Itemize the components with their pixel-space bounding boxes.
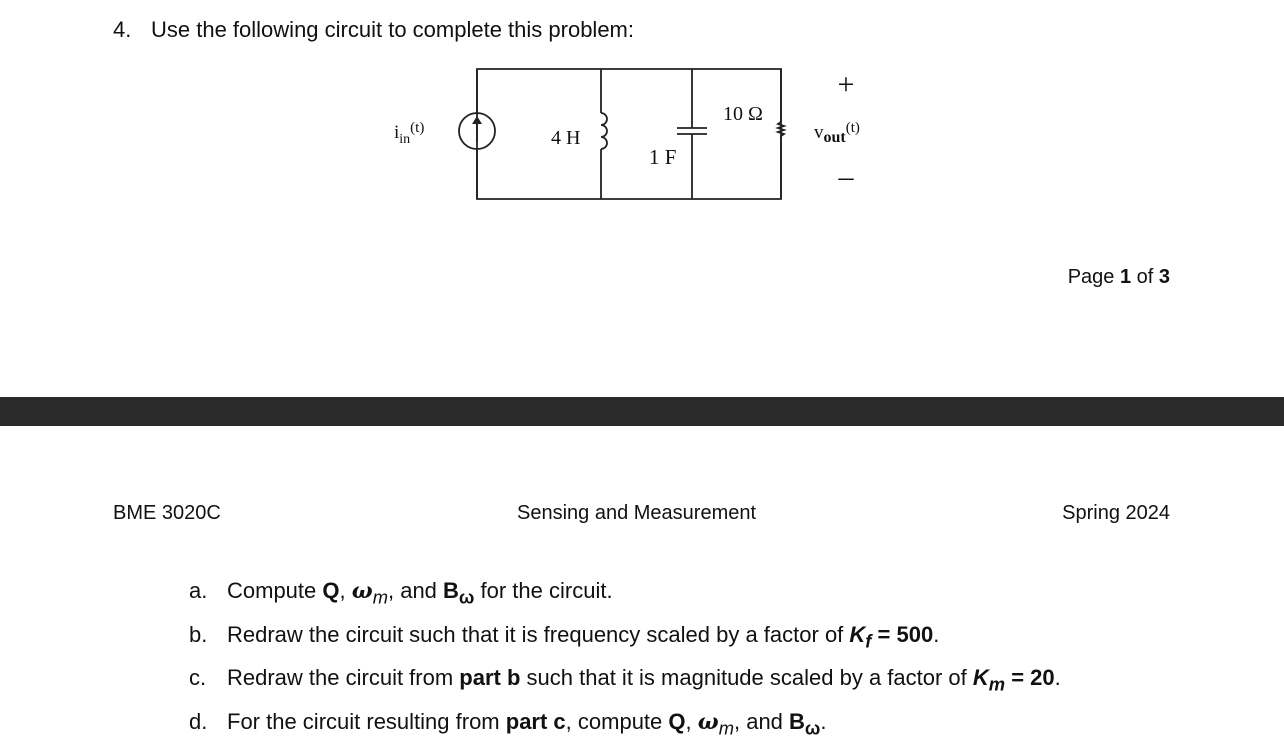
source-label: $i_{in}^{(t)}$	[394, 120, 425, 147]
page-indicator: Page 1 of 3	[1067, 266, 1170, 288]
resistor-label: 10 Ω	[723, 103, 763, 125]
course-code: BME 3020C	[113, 502, 221, 524]
question-line	[113, 17, 634, 43]
source-arrow-head	[472, 116, 482, 124]
output-plus-sign: +	[837, 68, 855, 101]
circuit-diagram	[380, 58, 900, 208]
question-text: Use the following circuit to complete this problem:	[151, 17, 634, 42]
list-item: b. Redraw the circuit such that it is frequency scaled by a factor of $K_f = 500$.	[189, 621, 940, 651]
total-pages: 3	[1158, 266, 1170, 288]
page-break-band	[0, 397, 1284, 426]
list-item: c. Redraw the circuit from part b such that it is magnitude scaled by a factor of $K_m = 20$.	[189, 665, 1061, 695]
output-minus-sign: –	[838, 160, 854, 193]
output-label: $v_{out}^{(t)}$	[814, 120, 860, 146]
list-item: a. Compute Q, $\omega_m$, and $B_\omega$ for the circuit.	[189, 578, 613, 608]
inductor-label: 4 H	[551, 127, 581, 149]
list-item: d. For the circuit resulting from part c, compute Q, $\omega_m$, and $B_\omega$.	[189, 708, 827, 738]
resistor-zigzag-icon	[778, 122, 784, 136]
inductor-coil-icon	[601, 113, 607, 149]
capacitor-label: 1 F	[649, 145, 677, 169]
circuit-outer-loop	[477, 69, 781, 199]
current-page: 1	[1119, 266, 1132, 288]
problem-items	[189, 578, 1061, 752]
course-title: Sensing and Measurement	[517, 502, 757, 524]
term: Spring 2024	[1062, 502, 1170, 524]
question-number: 4.	[113, 17, 132, 42]
